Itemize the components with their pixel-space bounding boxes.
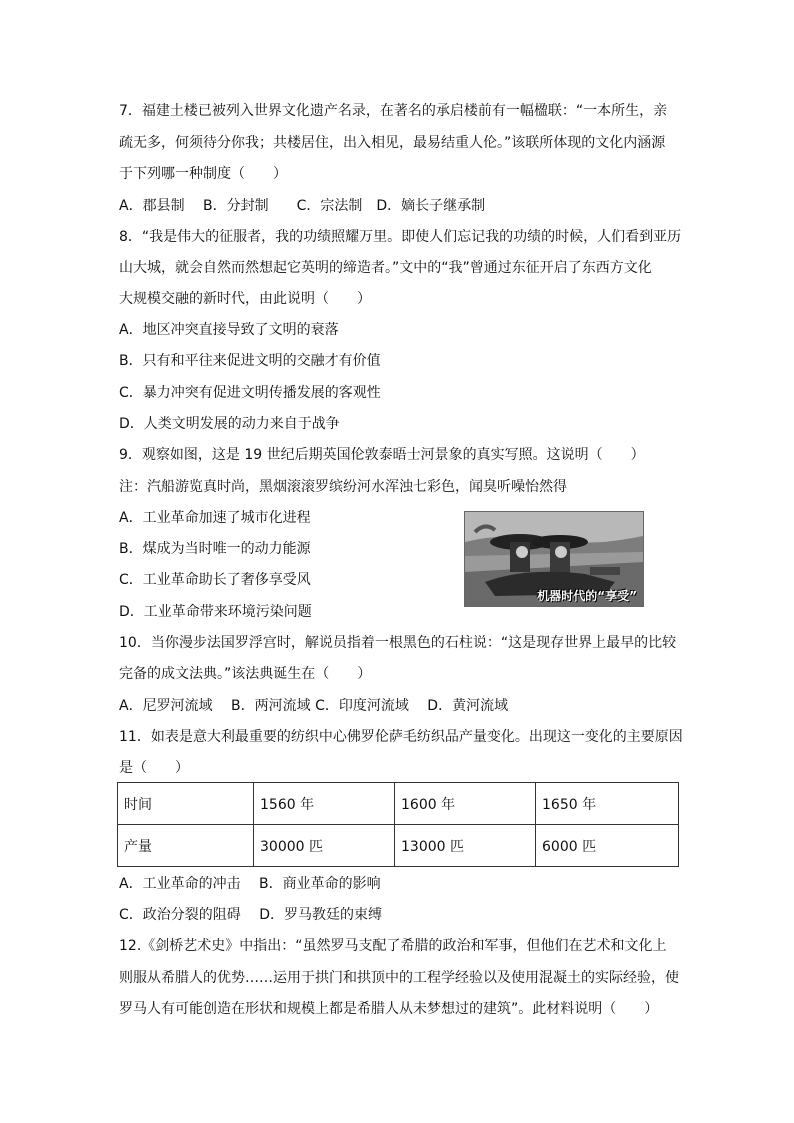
q8-stem-line2: 山大城，就会自然而然想起它英明的缔造者。”文中的“我”曾通过东征开启了东西方文化: [119, 260, 652, 276]
q9-note: 注：汽船游览真时尚，黑烟滚滚罗缤纷河水浑浊七彩色，闻臭听噪怡然得: [119, 479, 567, 495]
production-table: [117, 782, 679, 867]
q7-options: A．郡县制 B．分封制 C．宗法制 D．嫡长子继承制: [119, 198, 486, 214]
q8-stem-line3: 大规模交融的新时代，由此说明（ ）: [119, 291, 371, 307]
table-cell: 1600 年: [395, 783, 536, 825]
q7-stem-line2: 疏无多，何须待分你我；共楼居住，出入相见，最易结重人伦。”该联所体现的文化内涵源: [119, 135, 666, 151]
q8-option-d: D．人类文明发展的动力来自于战争: [119, 416, 340, 432]
q7-stem-line1: 7．福建土楼已被列入世界文化遗产名录，在著名的承启楼前有一幅楹联：“一本所生，亲: [119, 103, 668, 119]
q11-options-line1: A．工业革命的冲击 B．商业革命的影响: [119, 876, 381, 892]
q9-option-b: B．煤成为当时唯一的动力能源: [119, 541, 311, 557]
table-cell: 1650 年: [536, 783, 679, 825]
q8-option-a: A．地区冲突直接导致了文明的衰落: [119, 322, 339, 338]
table-cell: 产量: [118, 825, 254, 867]
q10-stem-line1: 10．当你漫步法国罗浮宫时，解说员指着一根黑色的石柱说：“这是现存世界上最早的比较: [119, 635, 677, 651]
table-cell: 时间: [118, 783, 254, 825]
q9-stem: 9．观察如图，这是 19 世纪后期英国伦敦泰晤士河景象的真实写照。这说明（ ）: [119, 447, 645, 463]
q9-option-d: D．工业革命带来环境污染问题: [119, 604, 312, 620]
photo-caption: 机器时代的“享受”: [537, 589, 637, 603]
q10-stem-line2: 完备的成文法典。”该法典诞生在（ ）: [119, 666, 372, 682]
q12-stem-line2: 则服从希腊人的优势……运用于拱门和拱顶中的工程学经验以及使用混凝土的实际经验，使: [119, 970, 679, 986]
q11-stem-line2: 是（ ）: [119, 760, 189, 776]
q8-stem-line1: 8．“我是伟大的征服者，我的功绩照耀万里。即使人们忘记我的功绩的时候，人们看到亚历: [119, 229, 682, 245]
q12-stem-line1: 12.《剑桥艺术史》中指出：“虽然罗马支配了希腊的政治和军事，但他们在艺术和文化上: [119, 938, 667, 954]
table-cell: 6000 匹: [536, 825, 679, 867]
q8-option-b: B．只有和平往来促进文明的交融才有价值: [119, 353, 381, 369]
table-cell: 13000 匹: [395, 825, 536, 867]
q10-options: A．尼罗河流域 B．两河流域 C．印度河流域 D．黄河流域: [119, 698, 509, 714]
table-row: [118, 825, 679, 867]
q8-option-c: C．暴力冲突有促进文明传播发展的客观性: [119, 385, 381, 401]
table-cell: 30000 匹: [254, 825, 395, 867]
thames-photo: [464, 511, 644, 607]
q12-stem-line3: 罗马人有可能创造在形状和规模上都是希腊人从未梦想过的建筑”。此材料说明（ ）: [119, 1001, 659, 1017]
q11-options-line2: C．政治分裂的阻碍 D．罗马教廷的束缚: [119, 907, 383, 923]
q9-option-c: C．工业革命助长了奢侈享受风: [119, 572, 311, 588]
q11-stem-line1: 11．如表是意大利最重要的纺织中心佛罗伦萨毛纺织品产量变化。出现这一变化的主要原因: [119, 729, 683, 745]
q7-stem-line3: 于下列哪一种制度（ ）: [119, 166, 287, 182]
table-cell: 1560 年: [254, 783, 395, 825]
table-row: [118, 783, 679, 825]
q9-option-a: A．工业革命加速了城市化进程: [119, 510, 311, 526]
